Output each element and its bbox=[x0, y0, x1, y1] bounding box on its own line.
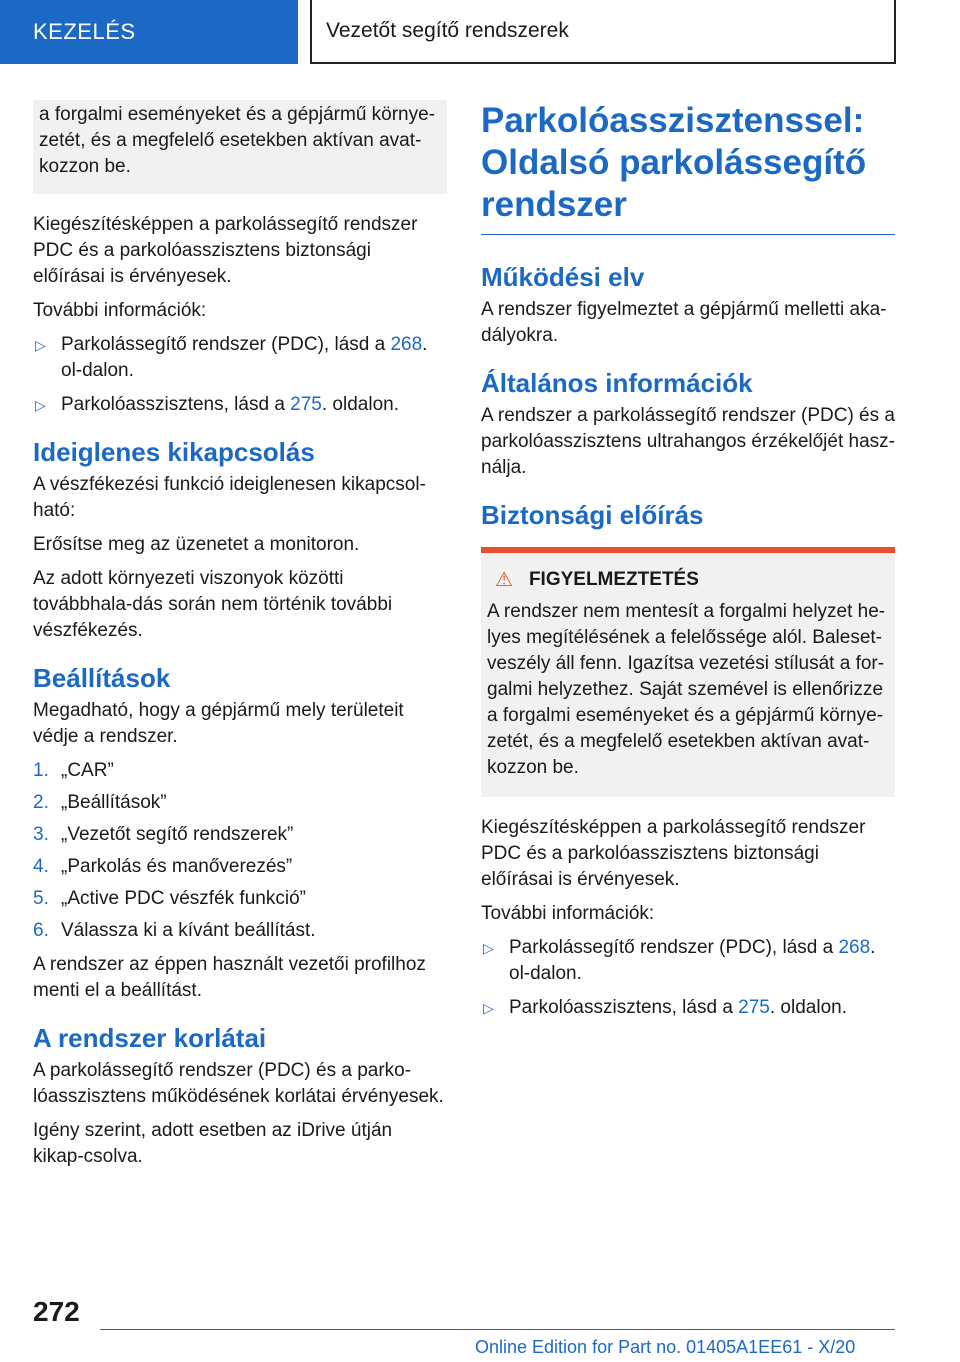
section-tab bbox=[0, 0, 298, 64]
warning-text: A rendszer nem mentesít a forgalmi helyzet he-lyes megítélésének a felelőssége alól. Baleset-veszély áll fenn. Igazítsa vezetési stílusát a for-galmi helyzethez. Saját szemével is ellenőrizze a forgalmi eseményeket és a gépjármű környe-zetét, és a megfelelő esetekben aktívan avat-kozzon be. bbox=[487, 601, 886, 778]
reference-list bbox=[33, 332, 447, 418]
right-column bbox=[481, 100, 895, 1031]
chapter-title: Vezetőt segítő rendszerek bbox=[326, 19, 569, 42]
paragraph: További információk: bbox=[481, 903, 655, 924]
paragraph: Igény szerint, adott esetben az iDrive útján kikap-csolva. bbox=[33, 1120, 393, 1167]
warning-box bbox=[481, 553, 895, 797]
step-item: 5. „Active PDC vészfék funkció” bbox=[33, 888, 306, 909]
paragraph: További információk: bbox=[33, 300, 207, 321]
chapter-header bbox=[312, 0, 896, 64]
triangle-right-icon: ▷ bbox=[483, 1000, 494, 1016]
steps-list bbox=[33, 758, 447, 944]
step-item: 3. „Vezetőt segítő rendszerek” bbox=[33, 824, 294, 845]
section-heading: Ideiglenes kikapcsolás bbox=[33, 437, 315, 467]
footer-divider bbox=[100, 1329, 895, 1330]
page-link[interactable]: 268 bbox=[838, 937, 871, 958]
paragraph: Az adott környezeti viszonyok közötti továbbhala-dás során nem történik további vészfékezés. bbox=[33, 568, 393, 641]
box-text: a forgalmi eseményeket és a gépjármű környe-zetét, és a megfelelő esetekben aktívan avat-kozzon be. bbox=[39, 104, 436, 177]
section-heading: Általános információk bbox=[481, 368, 753, 398]
paragraph: Megadható, hogy a gépjármű mely területeit védje a rendszer. bbox=[33, 700, 404, 747]
step-item: 4. „Parkolás és manőverezés” bbox=[33, 856, 293, 877]
paragraph: Erősítse meg az üzenetet a monitoron. bbox=[33, 534, 360, 555]
warning-title: FIGYELMEZTETÉS bbox=[528, 569, 699, 590]
section-heading: Beállítások bbox=[33, 663, 171, 693]
page-link[interactable]: 275 bbox=[738, 997, 770, 1018]
list-item: ▷ Parkolóasszisztens, lásd a 275. oldalon. bbox=[481, 995, 895, 1021]
page-number: 272 bbox=[33, 1296, 80, 1327]
step-item: 2. „Beállítások” bbox=[33, 792, 167, 813]
paragraph: A rendszer a parkolássegítő rendszer (PDC) és a parkolóasszisztens ultrahangos érzékelőjét hasz-nálja. bbox=[481, 405, 895, 478]
triangle-right-icon: ▷ bbox=[483, 940, 494, 956]
continued-warning-box bbox=[33, 100, 447, 194]
triangle-right-icon: ▷ bbox=[35, 397, 46, 413]
warning-triangle-icon: ⚠ bbox=[495, 569, 513, 591]
step-item: 6. Válassza ki a kívánt beállítást. bbox=[33, 920, 316, 941]
list-item: ▷ Parkolóasszisztens, lásd a 275. oldalon. bbox=[33, 392, 447, 418]
paragraph: A vészfékezési funkció ideiglenesen kikapcsol-ható: bbox=[33, 474, 426, 521]
reference-list bbox=[481, 935, 895, 1021]
section-heading: A rendszer korlátai bbox=[33, 1023, 267, 1053]
step-item: 1. „CAR” bbox=[33, 760, 114, 781]
paragraph: A rendszer figyelmeztet a gépjármű melletti aka-dályokra. bbox=[481, 299, 887, 346]
section-heading: Működési elv bbox=[481, 262, 645, 292]
paragraph: A parkolássegítő rendszer (PDC) és a parko-lóasszisztens működésének korlátai érvényesek. bbox=[33, 1060, 444, 1107]
section-heading: Biztonsági előírás bbox=[481, 500, 704, 530]
page-link[interactable]: 268 bbox=[390, 334, 423, 355]
left-column bbox=[33, 100, 447, 1178]
list-item: ▷ Parkolássegítő rendszer (PDC), lásd a 268. ol-dalon. bbox=[483, 937, 876, 984]
page-link[interactable]: 275 bbox=[290, 394, 322, 415]
paragraph: Kiegészítésképpen a parkolássegítő rendszer PDC és a parkolóasszisztens biztonsági előírásai is érvényesek. bbox=[481, 817, 866, 890]
edition-note: Online Edition for Part no. 01405A1EE61 - X/20 bbox=[475, 1337, 856, 1357]
paragraph: A rendszer az éppen használt vezetői profilhoz menti el a beállítást. bbox=[33, 954, 426, 1001]
triangle-right-icon: ▷ bbox=[35, 337, 46, 353]
paragraph: Kiegészítésképpen a parkolássegítő rendszer PDC és a parkolóasszisztens biztonsági előírásai is érvényesek. bbox=[33, 214, 418, 287]
list-item: ▷ Parkolássegítő rendszer (PDC), lásd a 268. ol-dalon. bbox=[35, 334, 428, 381]
chapter-main-title: Parkolóasszisztenssel: Oldalsó parkolássegítő rendszer bbox=[481, 100, 895, 235]
section-title: KEZELÉS bbox=[33, 19, 136, 44]
